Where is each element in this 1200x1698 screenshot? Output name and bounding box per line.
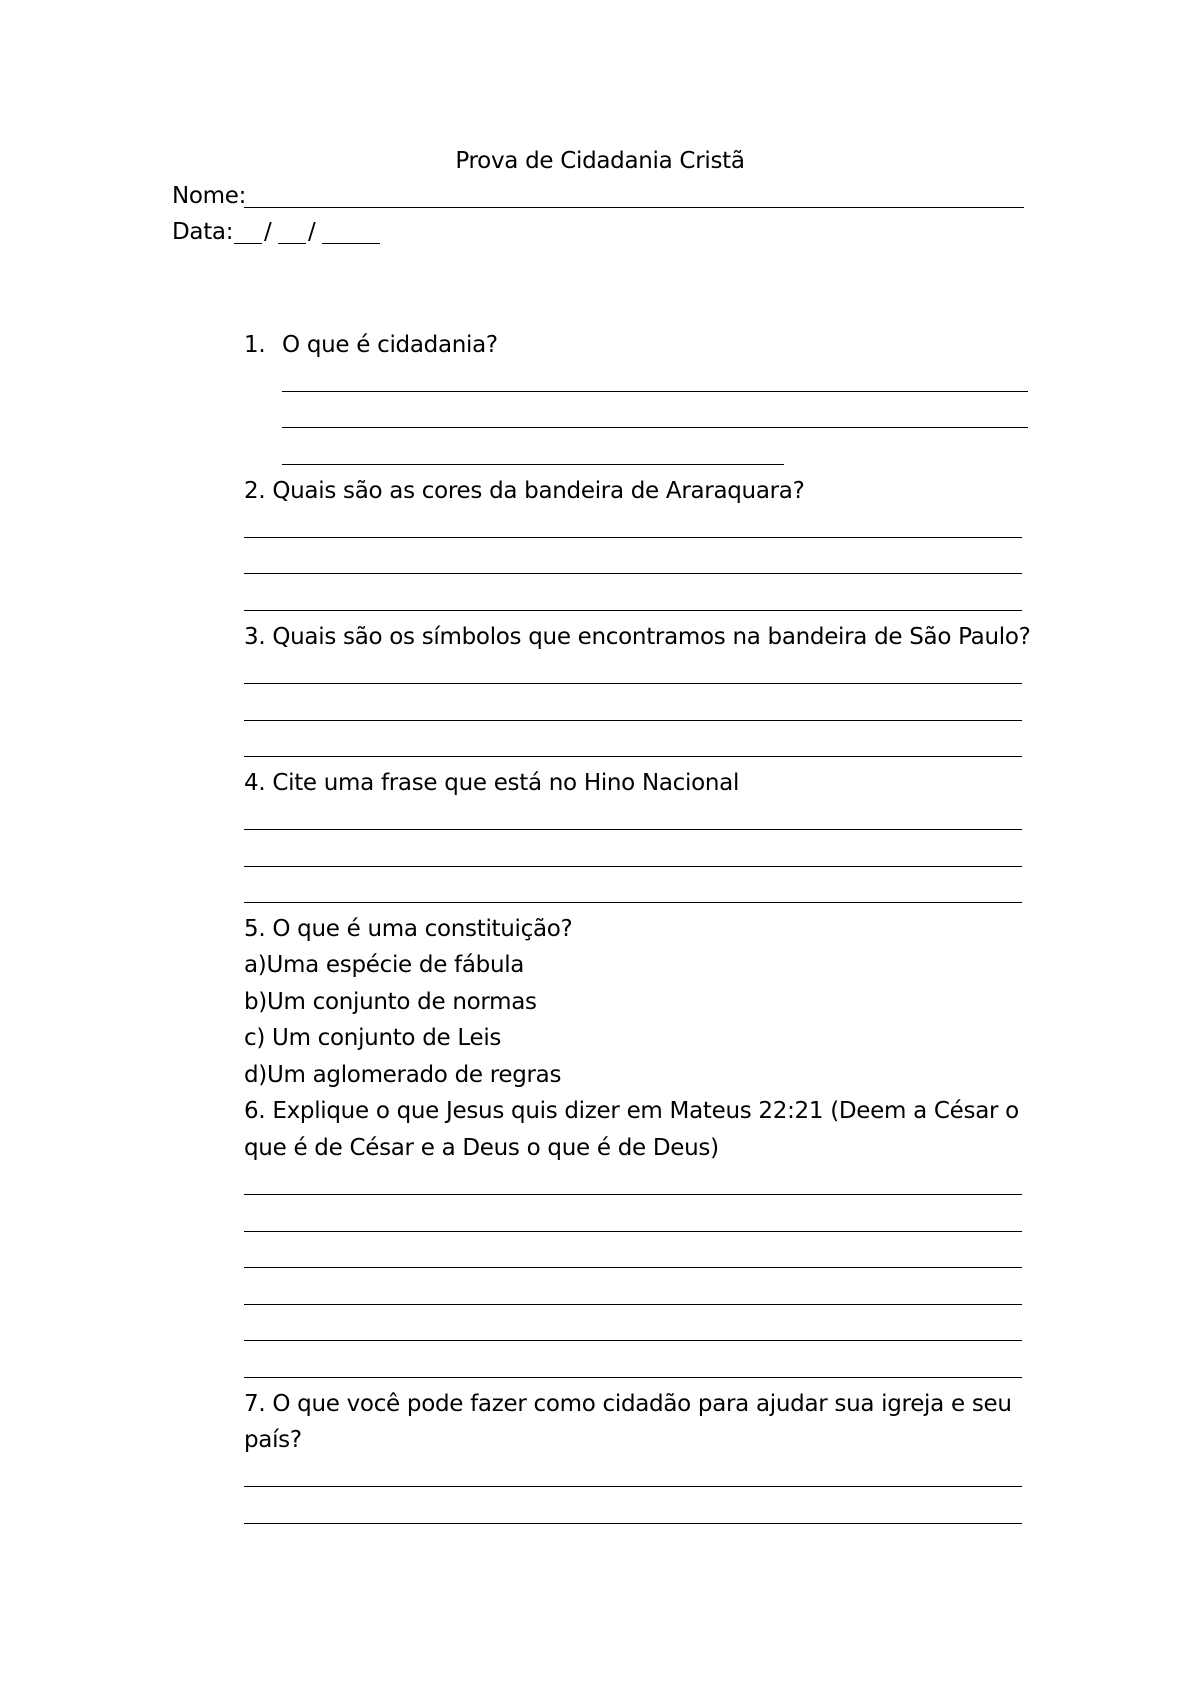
question-4-text: 4. Cite uma frase que está no Hino Nacional: [244, 770, 740, 796]
answer-line[interactable]: [282, 427, 1028, 428]
answer-line[interactable]: [244, 1340, 1022, 1341]
answer-line[interactable]: [244, 720, 1022, 721]
answer-line[interactable]: [244, 1486, 1022, 1487]
question-7-text-line2: país?: [244, 1427, 302, 1453]
question-3-text: 3. Quais são os símbolos que encontramos na bandeira de São Paulo?: [244, 624, 1031, 650]
question-1-number: 1.: [244, 332, 266, 358]
answer-line[interactable]: [244, 573, 1022, 574]
date-year-line[interactable]: [322, 243, 380, 244]
answer-line[interactable]: [244, 902, 1022, 903]
option-b[interactable]: b)Um conjunto de normas: [244, 989, 537, 1015]
question-2-text: 2. Quais são as cores da bandeira de Araraquara?: [244, 478, 805, 504]
date-day-line[interactable]: [234, 243, 262, 244]
exam-title: Prova de Cidadania Cristã: [455, 148, 745, 174]
date-separator: /: [308, 219, 316, 245]
name-field-line[interactable]: [244, 207, 1024, 208]
answer-line[interactable]: [244, 610, 1022, 611]
name-label: Nome:: [172, 183, 247, 209]
answer-line[interactable]: [282, 391, 1028, 392]
answer-line[interactable]: [244, 1194, 1022, 1195]
answer-line[interactable]: [244, 537, 1022, 538]
question-5-text: 5. O que é uma constituição?: [244, 916, 573, 942]
answer-line[interactable]: [244, 1523, 1022, 1524]
answer-line[interactable]: [244, 1267, 1022, 1268]
answer-line[interactable]: [244, 756, 1022, 757]
question-6-text-line2: que é de César e a Deus o que é de Deus): [244, 1135, 719, 1161]
answer-line[interactable]: [282, 464, 784, 465]
answer-line[interactable]: [244, 683, 1022, 684]
option-c[interactable]: c) Um conjunto de Leis: [244, 1025, 502, 1051]
answer-line[interactable]: [244, 1377, 1022, 1378]
date-month-line[interactable]: [278, 243, 306, 244]
question-6-text-line1: 6. Explique o que Jesus quis dizer em Mateus 22:21 (Deem a César o: [244, 1098, 1019, 1124]
question-7-text-line1: 7. O que você pode fazer como cidadão para ajudar sua igreja e seu: [244, 1391, 1012, 1417]
date-separator: /: [264, 219, 272, 245]
answer-line[interactable]: [244, 829, 1022, 830]
question-1-text: O que é cidadania?: [282, 332, 498, 358]
answer-line[interactable]: [244, 1231, 1022, 1232]
option-a[interactable]: a)Uma espécie de fábula: [244, 952, 525, 978]
answer-line[interactable]: [244, 1304, 1022, 1305]
answer-line[interactable]: [244, 866, 1022, 867]
option-d[interactable]: d)Um aglomerado de regras: [244, 1062, 562, 1088]
date-label: Data:: [172, 219, 234, 245]
